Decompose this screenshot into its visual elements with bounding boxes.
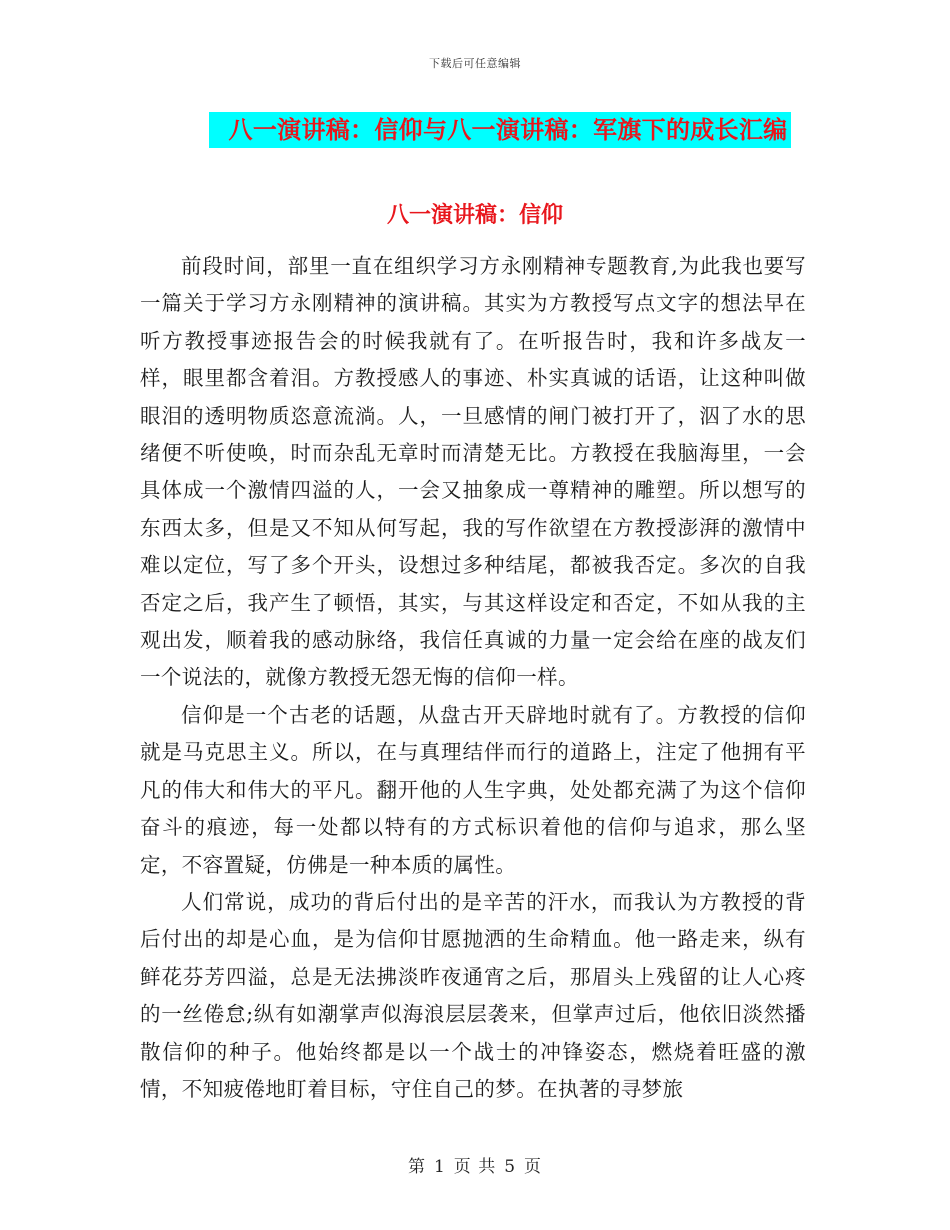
document-title-container: [0, 112, 950, 148]
document-body: [140, 248, 806, 1108]
footer-prefix: 第: [407, 1157, 426, 1177]
paragraph-3: 人们常说，成功的背后付出的是辛苦的汗水，而我认为方教授的背后付出的却是心血，是为信仰甘愿抛洒的生命精血。他一路走来，纵有鲜花芬芳四溢，总是无法拂淡昨夜通宵之后，那眉头上残留的让人心疼的一丝倦怠;纵有如潮掌声似海浪层层袭来，但掌声过后，他依旧淡然播散信仰的种子。他始终都是以一个战士的冲锋姿态，燃烧着旺盛的激情，不知疲倦地盯着目标，守住自己的梦。在执著的寻梦旅: [140, 889, 806, 1101]
header-note: 下载后可任意编辑: [429, 57, 521, 70]
footer-suffix: 页: [524, 1157, 543, 1177]
paragraph-2: 信仰是一个古老的话题，从盘古开天辟地时就有了。方教授的信仰就是马克思主义。所以，在与真理结伴而行的道路上，注定了他拥有平凡的伟大和伟大的平凡。翻开他的人生字典，处处都充满了为这个信仰奋斗的痕迹，每一处都以特有的方式标识着他的信仰与追求，那么坚定，不容置疑，仿佛是一种本质的属性。: [140, 702, 806, 877]
footer-middle: 页 共: [453, 1157, 497, 1177]
document-title: 八一演讲稿：信仰与八一演讲稿：军旗下的成长汇编: [209, 112, 792, 148]
section-title: 八一演讲稿：信仰: [386, 203, 563, 228]
paragraph-1: 前段时间，部里一直在组织学习方永刚精神专题教育,为此我也要写一篇关于学习方永刚精神的演讲稿。其实为方教授写点文字的想法早在听方教授事迹报告会的时候我就有了。在听报告时，我和许多战友一样，眼里都含着泪。方教授感人的事迹、朴实真诚的话语，让这种叫做眼泪的透明物质恣意流淌。人，一旦感情的闸门被打开了，泅了水的思绪便不听使唤，时而杂乱无章时而清楚无比。方教授在我脑海里，一会具体成一个激情四溢的人，一会又抽象成一尊精神的雕塑。所以想写的东西太多，但是又不知从何写起，我的写作欲望在方教授澎湃的激情中难以定位，写了多个开头，设想过多种结尾，都被我否定。多次的自我否定之后，我产生了顿悟，其实，与其这样设定和否定，不如从我的主观出发，顺着我的感动脉络，我信任真诚的力量一定会给在座的战友们一个说法的，就像方教授无怨无悔的信仰一样。: [140, 254, 806, 690]
current-page-number: 1: [433, 1157, 446, 1177]
total-pages-number: 5: [504, 1157, 517, 1177]
page-footer: [0, 1152, 950, 1177]
